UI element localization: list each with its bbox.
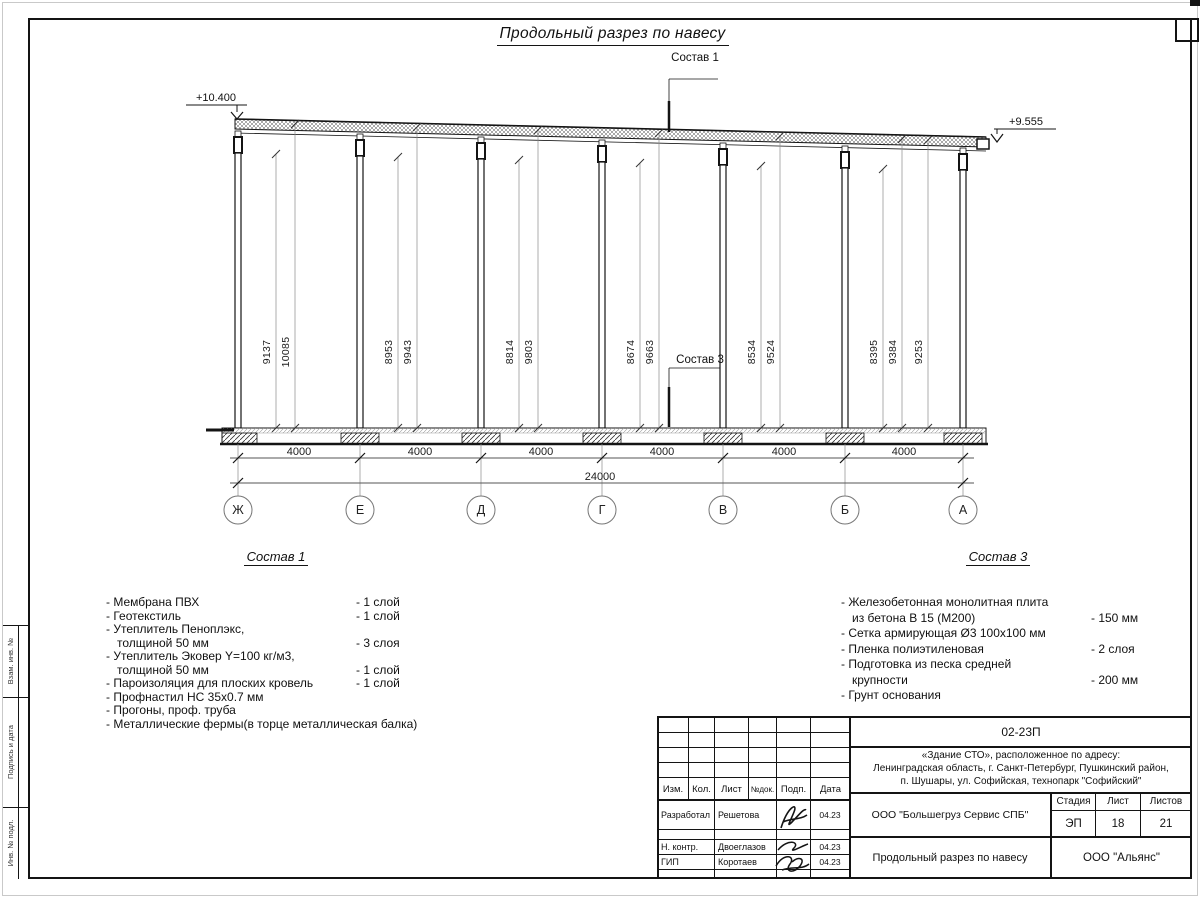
bay-dim: 4000 xyxy=(891,446,917,458)
axis-label: Ж xyxy=(232,503,244,517)
height-dim: 9137 xyxy=(261,339,273,365)
spec1-header-wrap xyxy=(230,549,322,565)
tb-name: Решетова xyxy=(718,810,760,820)
bay-dim: 4000 xyxy=(286,446,312,458)
titleblock-line xyxy=(657,869,849,870)
tb-col-list: Лист xyxy=(721,783,742,795)
margin-label-podpis: Подпись и дата xyxy=(5,725,15,779)
height-dim: 9253 xyxy=(913,339,925,365)
margin-label-vzam: Взам. инв. № xyxy=(5,637,15,685)
total-dim: 24000 xyxy=(584,471,616,483)
titleblock-line xyxy=(657,799,849,801)
spec-item: - Утеплитель Эковер Y=100 кг/м3, xyxy=(106,649,295,663)
axis-label: Е xyxy=(355,503,365,517)
height-dim: 8395 xyxy=(868,339,880,365)
height-dim: 9524 xyxy=(765,339,777,365)
tb-role: Н. контр. xyxy=(661,842,699,852)
axis-label: А xyxy=(958,503,968,517)
spec-item: - Пароизоляция для плоских кровель - 1 слой xyxy=(106,676,400,690)
spec-item: - Профнастил НС 35х0.7 мм xyxy=(106,689,264,704)
bay-dim: 4000 xyxy=(528,446,554,458)
spec1-header: Состав 1 xyxy=(244,549,309,566)
tb-role: Разработал xyxy=(661,810,710,820)
spec-item: - Подготовка из песка средней xyxy=(841,657,1012,671)
axis-label: Г xyxy=(598,503,606,517)
height-dim: 9943 xyxy=(402,339,414,365)
drawing-title: Продольный разрез по навесу xyxy=(497,25,729,46)
tb-project-line3: п. Шушары, ул. Софийская, технопарк "Софийский" xyxy=(900,776,1142,787)
callout-roof-label: Состав 1 xyxy=(671,52,719,64)
spec-item: - Утеплитель Пеноплэкс, xyxy=(106,622,245,636)
tb-col-data: Дата xyxy=(819,783,842,795)
axis-label: Д xyxy=(476,503,486,517)
titleblock-line xyxy=(849,746,1192,748)
spec-item: - Сетка армирующая Ø3 100х100 мм xyxy=(841,626,1046,640)
tb-stage-label: Стадия xyxy=(1056,796,1091,807)
tb-col-ndok: №док. xyxy=(750,784,775,794)
tb-sheets-value: 21 xyxy=(1159,817,1173,830)
spec-item: толщиной 50 мм - 1 слой xyxy=(117,662,400,677)
tb-sheet-title: Продольный разрез по навесу xyxy=(872,852,1028,864)
tb-date: 04.23 xyxy=(819,810,841,820)
signature xyxy=(778,798,810,836)
spec3-header: Состав 3 xyxy=(966,549,1031,566)
tb-sheet-value: 18 xyxy=(1111,817,1125,830)
axis-label: В xyxy=(718,503,728,517)
height-dim: 8953 xyxy=(383,339,395,365)
tb-date: 04.23 xyxy=(819,857,841,867)
signature xyxy=(774,836,812,876)
axis-label: Б xyxy=(840,503,850,517)
titleblock-line xyxy=(657,732,849,733)
bay-dim: 4000 xyxy=(407,446,433,458)
tb-project xyxy=(852,749,1190,791)
spec-item: из бетона В 15 (М200) - 150 мм xyxy=(852,610,1139,625)
height-dim: 9384 xyxy=(887,339,899,365)
height-dim: 8674 xyxy=(625,339,637,365)
tb-col-podp: Подп. xyxy=(780,783,807,795)
drawing-title-wrap xyxy=(455,25,770,45)
callout-slab-label: Состав 3 xyxy=(676,354,724,366)
spec-item: крупности - 200 мм xyxy=(852,672,1139,687)
margin-label-inv: Инв. № подл. xyxy=(5,819,15,867)
tb-sheets-label: Листов xyxy=(1149,796,1183,807)
tb-name: Двоеглазов xyxy=(718,842,766,852)
spec1-list xyxy=(106,596,446,731)
height-dim: 9663 xyxy=(644,339,656,365)
spec-item: - Металлические фермы(в торце металлическая балка) xyxy=(106,716,418,731)
spec-item: - Прогоны, проф. труба xyxy=(106,703,236,717)
tb-project-line1: «Здание СТО», расположенное по адресу: xyxy=(921,750,1121,761)
spec3-list xyxy=(841,595,1151,704)
titleblock-line xyxy=(657,829,849,830)
height-dim: 8534 xyxy=(746,339,758,365)
margin-divider xyxy=(18,625,19,879)
tb-role: ГИП xyxy=(661,857,679,867)
elevation-mark-left: +10.400 xyxy=(195,92,237,104)
spec-item: - Грунт основания xyxy=(841,688,941,702)
tb-sheet-label: Лист xyxy=(1107,796,1129,807)
titleblock-line xyxy=(1050,810,1192,811)
tb-col-izm: Изм. xyxy=(662,783,684,795)
tb-company: ООО "Большегруз Сервис СПБ" xyxy=(871,809,1029,821)
spec-item: толщиной 50 мм - 3 слоя xyxy=(117,635,400,650)
titleblock-line xyxy=(657,777,849,778)
titleblock-line xyxy=(657,747,849,748)
bay-dim: 4000 xyxy=(649,446,675,458)
height-dim: 10085 xyxy=(280,336,292,368)
height-dim: 9803 xyxy=(523,339,535,365)
margin-divider xyxy=(3,697,28,698)
height-dim: 8814 xyxy=(504,339,516,365)
tb-project-line2: Ленинградская область, г. Санкт-Петербург, Пушкинский район, xyxy=(873,763,1169,774)
titleblock-line xyxy=(657,762,849,763)
tb-stage-value: ЭП xyxy=(1065,817,1082,830)
tb-contractor: ООО "Альянс" xyxy=(1083,852,1160,864)
spec-item: - Пленка полиэтиленовая - 2 слоя xyxy=(841,641,1135,656)
elevation-mark-right: +9.555 xyxy=(1009,116,1043,128)
spec-item: - Геотекстиль - 1 слой xyxy=(106,608,400,623)
tb-col-kol: Кол. xyxy=(692,783,711,795)
tb-date: 04.23 xyxy=(819,842,841,852)
bay-dim: 4000 xyxy=(771,446,797,458)
spec-item: - Мембрана ПВХ - 1 слой xyxy=(106,595,400,609)
spec3-header-wrap xyxy=(952,549,1044,565)
spec-item: - Железобетонная монолитная плита xyxy=(841,595,1049,609)
tb-doc-number: 02-23П xyxy=(1001,724,1041,739)
tb-name: Коротаев xyxy=(718,857,757,867)
